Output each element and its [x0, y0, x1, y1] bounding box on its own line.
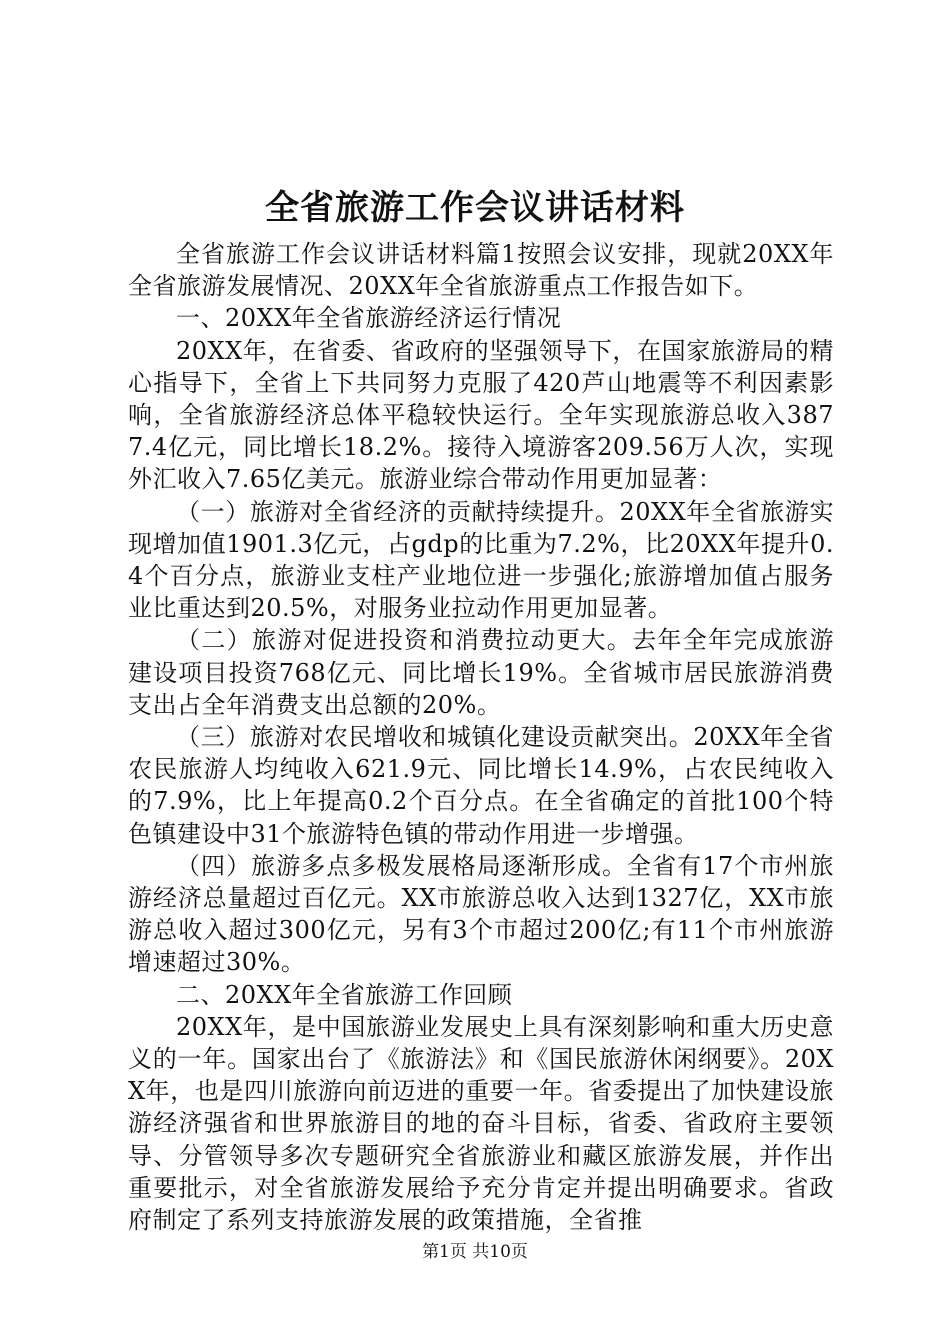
paragraph-item-2: （二）旅游对促进投资和消费拉动更大。去年全年完成旅游建设项目投资768亿元、同比增长19%。全省城市居民旅游消费支出占全年消费支出总额的20%。: [128, 626, 834, 719]
page-number-footer: 第1页 共10页: [422, 1242, 528, 1262]
paragraph-overview: 20XX年，在省委、省政府的坚强领导下，在国家旅游局的精心指导下，全省上下共同努力克服了420芦山地震等不利因素影响，全省旅游经济总体平稳较快运行。全年实现旅游总收入3877.4亿元，同比增长18.2%。接待入境游客209.56万人次，实现外汇收入7.65亿美元。旅游业综合带动作用更加显著：: [128, 336, 834, 494]
paragraph-item-3: （三）旅游对农民增收和城镇化建设贡献突出。20XX年全省农民旅游人均纯收入621.9元、同比增长14.9%，占农民纯收入的7.9%，比上年提高0.2个百分点。在全省确定的首批100个特色镇建设中31个旅游特色镇的带动作用进一步增强。: [128, 723, 834, 848]
paragraph-item-1: （一）旅游对全省经济的贡献持续提升。20XX年全省旅游实现增加值1901.3亿元，占gdp的比重为7.2%，比20XX年提升0.4个百分点，旅游业支柱产业地位进一步强化;旅游增加值占服务业比重达到20.5%，对服务业拉动作用更加显著。: [128, 497, 834, 623]
document-body: [128, 238, 834, 1236]
document-title: 全省旅游工作会议讲话材料: [265, 188, 685, 228]
section-heading-2: 二、20XX年全省旅游工作回顾: [176, 980, 513, 1009]
paragraph-item-4: （四）旅游多点多极发展格局逐渐形成。全省有17个市州旅游经济总量超过百亿元。XX市旅游总收入达到1327亿，XX市旅游总收入超过300亿元，另有3个市超过200亿;有11个市州旅游增速超过30%。: [128, 851, 834, 977]
paragraph-review: 20XX年，是中国旅游业发展史上具有深刻影响和重大历史意义的一年。国家出台了《旅游法》和《国民旅游休闲纲要》。20XX年，也是四川旅游向前迈进的重要一年。省委提出了加快建设旅游经济强省和世界旅游目的地的奋斗目标，省委、省政府主要领导、分管领导多次专题研究全省旅游业和藏区旅游发展，并作出重要批示，对全省旅游发展给予充分肯定并提出明确要求。省政府制定了系列支持旅游发展的政策措施，全省推: [128, 1012, 834, 1235]
section-heading-1: 一、20XX年全省旅游经济运行情况: [176, 304, 562, 333]
paragraph-intro: 全省旅游工作会议讲话材料篇1按照会议安排，现就20XX年全省旅游发展情况、20XX年全省旅游重点工作报告如下。: [128, 240, 834, 301]
